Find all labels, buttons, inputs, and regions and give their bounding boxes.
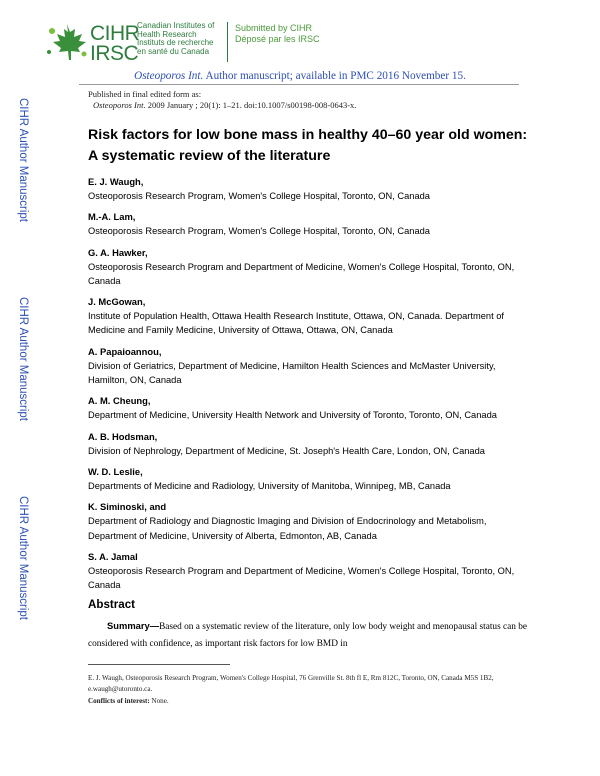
author-affiliation: Institute of Population Health, Ottawa Health Research Institute, Ottawa, ON, Canada. Department of Medicine and Family Medicine, University of Ottawa, Ottawa, ON, Canada [88,311,504,336]
author-entry [88,500,528,543]
organization-name [137,22,237,56]
coi-text: None. [149,697,169,705]
author-manuscript-note [0,70,600,82]
correspondence-footnote: E. J. Waugh, Osteoporosis Research Program, Women's College Hospital, 76 Grenville St. 8th fl E, Rm 812C, Toronto, ON, Canada M5S 1B2, e.waugh@utoronto.ca. [88,674,494,693]
side-label-1 [10,98,30,233]
org-line: Canadian Institutes of [137,21,215,30]
side-label-text: CIHR Author Manuscript [17,496,29,620]
author-affiliation: Division of Geriatrics, Department of Medicine, Hamilton Health Sciences and McMaster University, Hamilton, ON, Canada [88,360,496,386]
citation-journal: Osteoporos Int. [93,100,146,110]
author-affiliation: Osteoporosis Research Program and Department of Medicine, Women's College Hospital, Toronto, ON, Canada [88,565,515,591]
side-label-text: CIHR Author Manuscript [17,98,29,222]
author-entry [88,246,528,289]
author-name: A. M. Cheung, [88,395,151,407]
author-affiliation: Division of Nephrology, Department of Medicine, St. Joseph's Health Care, London, ON, Canada [88,445,485,456]
author-affiliation: Osteoporosis Research Program, Women's College Hospital, Toronto, ON, Canada [88,191,430,201]
author-entry [88,394,528,422]
submitted-fr: Déposé par les IRSC [235,34,320,44]
header-rule [79,84,519,85]
author-name: A. Papaioannou, [88,345,162,357]
author-name: K. Siminoski, and [88,501,167,513]
published-label: Published in final edited form as: [88,89,202,99]
author-name: W. D. Leslie, [88,465,143,477]
author-affiliation: Departments of Medicine and Radiology, University of Manitoba, Winnipeg, MB, Canada [88,480,451,491]
author-name: G. A. Hawker, [88,246,148,258]
coi-label: Conflicts of interest: [88,697,150,705]
author-affiliation: Department of Radiology and Diagnostic Imaging and Division of Endocrinology and Metabolism, Department of Medicine, University of Alberta, Edmonton, AB, Canada [88,516,487,541]
author-entry [88,550,528,593]
org-line: Health Research [137,29,197,39]
author-list [88,175,528,599]
citation-details: 2009 January ; 20(1): 1–21. doi:10.1007/s00198-008-0643-x. [145,100,357,110]
journal-name: Osteoporos Int. [134,70,204,82]
author-affiliation: Osteoporosis Research Program and Department of Medicine, Women's College Hospital, Toronto, ON, Canada [88,261,515,286]
author-name: M.-A. Lam, [88,211,136,223]
abstract-heading: Abstract [88,598,136,611]
submitted-en: Submitted by CIHR [235,23,313,33]
author-name: E. J. Waugh, [88,176,144,187]
author-entry [88,430,528,458]
side-label-3 [10,496,30,631]
author-name: J. McGowan, [88,296,146,308]
side-label-2 [10,297,30,432]
author-entry [88,175,528,203]
author-affiliation: Osteoporosis Research Program, Women's College Hospital, Toronto, ON, Canada [88,226,430,237]
footnote-rule [88,664,230,665]
summary-text: Based on a systematic review of the literature, only low body weight and menopausal status can be considered with confidence, as important risk factors for low BMD in [88,622,528,649]
author-name: A. B. Hodsman, [88,430,158,442]
author-entry [88,345,528,388]
submitted-by-note [235,23,320,45]
author-entry [88,295,528,338]
side-label-text: CIHR Author Manuscript [17,297,29,421]
header-divider [227,22,228,62]
citation [93,100,356,110]
org-line: en santé du Canada [137,46,210,56]
author-affiliation: Department of Medicine, University Health Network and University of Toronto, Toronto, ON, Canada [88,410,497,421]
author-entry [88,210,528,238]
author-name: S. A. Jamal [88,550,138,562]
abstract-summary [88,617,528,653]
irsc-abbreviation: IRSC [90,42,139,65]
cihr-abbreviation: CIHR [90,22,140,45]
cihr-maple-leaf-logo [44,22,90,62]
summary-lead: Summary— [107,620,160,631]
paper-title: Risk factors for low bone mass in healthy 40–60 year old women: A systematic review of the literature [88,127,528,164]
manuscript-availability: Author manuscript; available in PMC 2016 November 15. [203,70,466,82]
conflicts-of-interest [88,697,169,705]
org-line: Instituts de recherche [137,38,214,48]
author-entry [88,465,528,493]
